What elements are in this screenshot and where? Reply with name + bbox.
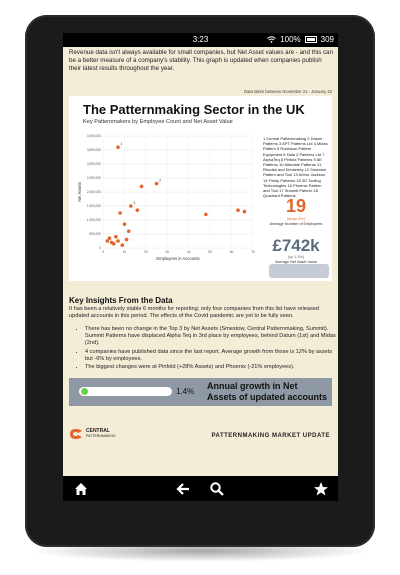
x-tick-label: 60 — [229, 250, 234, 254]
status-time: 3:23 — [192, 35, 209, 44]
status-bar — [63, 33, 338, 47]
x-tick-label: 20 — [144, 250, 148, 254]
point-label: 1 — [120, 142, 123, 147]
data-point — [129, 204, 133, 208]
logo-line-2: PATTERNMAKING — [86, 434, 116, 438]
avg-assets-change: (up 1.5%) — [287, 255, 305, 259]
wifi-icon — [267, 36, 276, 43]
card-subtitle: Key Patternmakers by Employee Count and Net Asset Value — [83, 119, 233, 125]
battery-percent: 100% — [280, 35, 301, 44]
data-note: Data taken between November 21 - January 22 — [244, 89, 332, 94]
data-point — [127, 229, 131, 233]
logo-line-1: CENTRAL — [86, 428, 110, 434]
y-tick-label: 1,500,000 — [86, 204, 101, 209]
x-tick-label: 30 — [165, 250, 170, 254]
data-point — [140, 185, 144, 189]
data-point — [236, 208, 240, 212]
intro-paragraph: Revenue data isn't always available for small companies, but Net Asset values are - and this can be a better measure of a company's stability. This graph is updated when companies publish their latest results throughout the year. — [69, 49, 333, 73]
insights-title: Key Insights From the Data — [69, 296, 173, 305]
card-title: The Patternmaking Sector in the UK — [83, 102, 305, 117]
screen — [63, 33, 338, 501]
y-tick-label: 2,500,000 — [86, 176, 101, 181]
avg-assets-label: Average Net Asset Value — [275, 260, 317, 264]
list-item: • The biggest changes were at Pinfold (+28% Assets) and Phoenix (-21% employees). — [85, 364, 338, 371]
growth-percent: 1.4% — [176, 387, 195, 396]
growth-progress-track — [79, 387, 172, 396]
avg-employees-value: 19 — [285, 196, 307, 216]
insights-list — [77, 326, 338, 372]
x-tick-label: 70 — [251, 250, 255, 254]
growth-label: Annual growth in Net Assets of updated accounts — [207, 381, 328, 402]
data-point — [116, 239, 120, 243]
data-point — [112, 242, 116, 246]
x-tick-label: 50 — [208, 250, 212, 254]
y-tick-label: 4,000,000 — [86, 134, 101, 139]
avg-assets-value: £742k — [272, 236, 320, 255]
footer-title: PATTERNMAKING MARKET UPDATE — [211, 433, 330, 439]
back-arrow-icon[interactable] — [175, 481, 191, 497]
notification-badge: 309 — [320, 35, 334, 44]
star-bookmark-icon[interactable] — [313, 481, 329, 497]
y-tick-label: 2,000,000 — [86, 190, 101, 195]
battery-icon — [305, 36, 317, 43]
data-point — [204, 213, 208, 217]
bottom-navigation-bar — [63, 476, 338, 501]
scatter-chart — [73, 130, 261, 278]
x-tick-label: 0 — [102, 250, 104, 254]
data-point — [118, 211, 122, 215]
sector-card — [69, 96, 332, 281]
x-tick-label: 40 — [186, 250, 191, 254]
home-icon[interactable] — [73, 481, 89, 497]
y-tick-label: 500,000 — [89, 232, 101, 237]
y-tick-label: 3,500,000 — [86, 148, 101, 153]
data-point — [125, 238, 129, 242]
logo-mark-icon — [69, 428, 83, 440]
data-point — [116, 145, 120, 149]
data-point — [243, 210, 247, 214]
point-label: 2 — [159, 178, 161, 183]
y-tick-label: 1,000,000 — [86, 218, 101, 223]
y-axis-label: Net Assets — [77, 181, 82, 203]
y-tick-label: 3,000,000 — [86, 162, 101, 167]
insights-intro: It has been a relatively stable 6 months for reporting; only four companies from this list have released updated accounts in this period. The effects of the Covid pandemic are yet to be fully seen. — [69, 306, 319, 320]
growth-banner — [69, 378, 332, 406]
data-point — [114, 235, 118, 239]
x-axis-label: Employees in Accounts — [156, 256, 200, 261]
logo-text — [86, 429, 116, 439]
list-item: • There has been no change in the Top 3 by Net Assets (Smestow, Central Patternmaking, Summit). Summit Patterns have displaced Alpha Teq in 3rd place by employees, behind Datum (1st) and Midas (2nd). — [85, 326, 338, 348]
data-point — [105, 239, 109, 243]
list-item: • 4 companies have published data since the last report. Average growth from those is 12% by assets but -6% by employees. — [85, 349, 338, 363]
avg-employees-change: (down 6%) — [286, 217, 306, 221]
brand-logo — [69, 428, 116, 440]
assets-panel — [269, 264, 329, 278]
x-tick-label: 10 — [122, 250, 127, 254]
point-label: 3 — [133, 201, 136, 205]
data-point — [155, 182, 159, 186]
data-point — [135, 208, 139, 212]
avg-employees-label: Average Number of Employees — [269, 222, 323, 226]
data-point — [123, 222, 127, 226]
y-tick-label: 0 — [99, 246, 101, 251]
chart-legend: 1 Central Patternmaking 2 Datum Patterns 3 APT Patterns Ltd 4 Midas Pattern 5 Robinson Pattern Equipment 6 Data 2 Patterns Ltd 7 AlphaTeq 8 Pinfold Patterns 9 AE Patterns 10 Allerdale Patterns 11 Rhodes and Kimberley 12 Smeaton Pattern and Tool 13 Arthur Jackson 14 Finlay Patterns 15 3D Tooling Technologies 16 Phoenix Pattern and Tool 17 Summit Pattern 18 Quadrant Patterns — [263, 136, 328, 199]
status-icons — [267, 35, 334, 44]
search-icon[interactable] — [209, 481, 225, 497]
data-point — [120, 243, 124, 247]
